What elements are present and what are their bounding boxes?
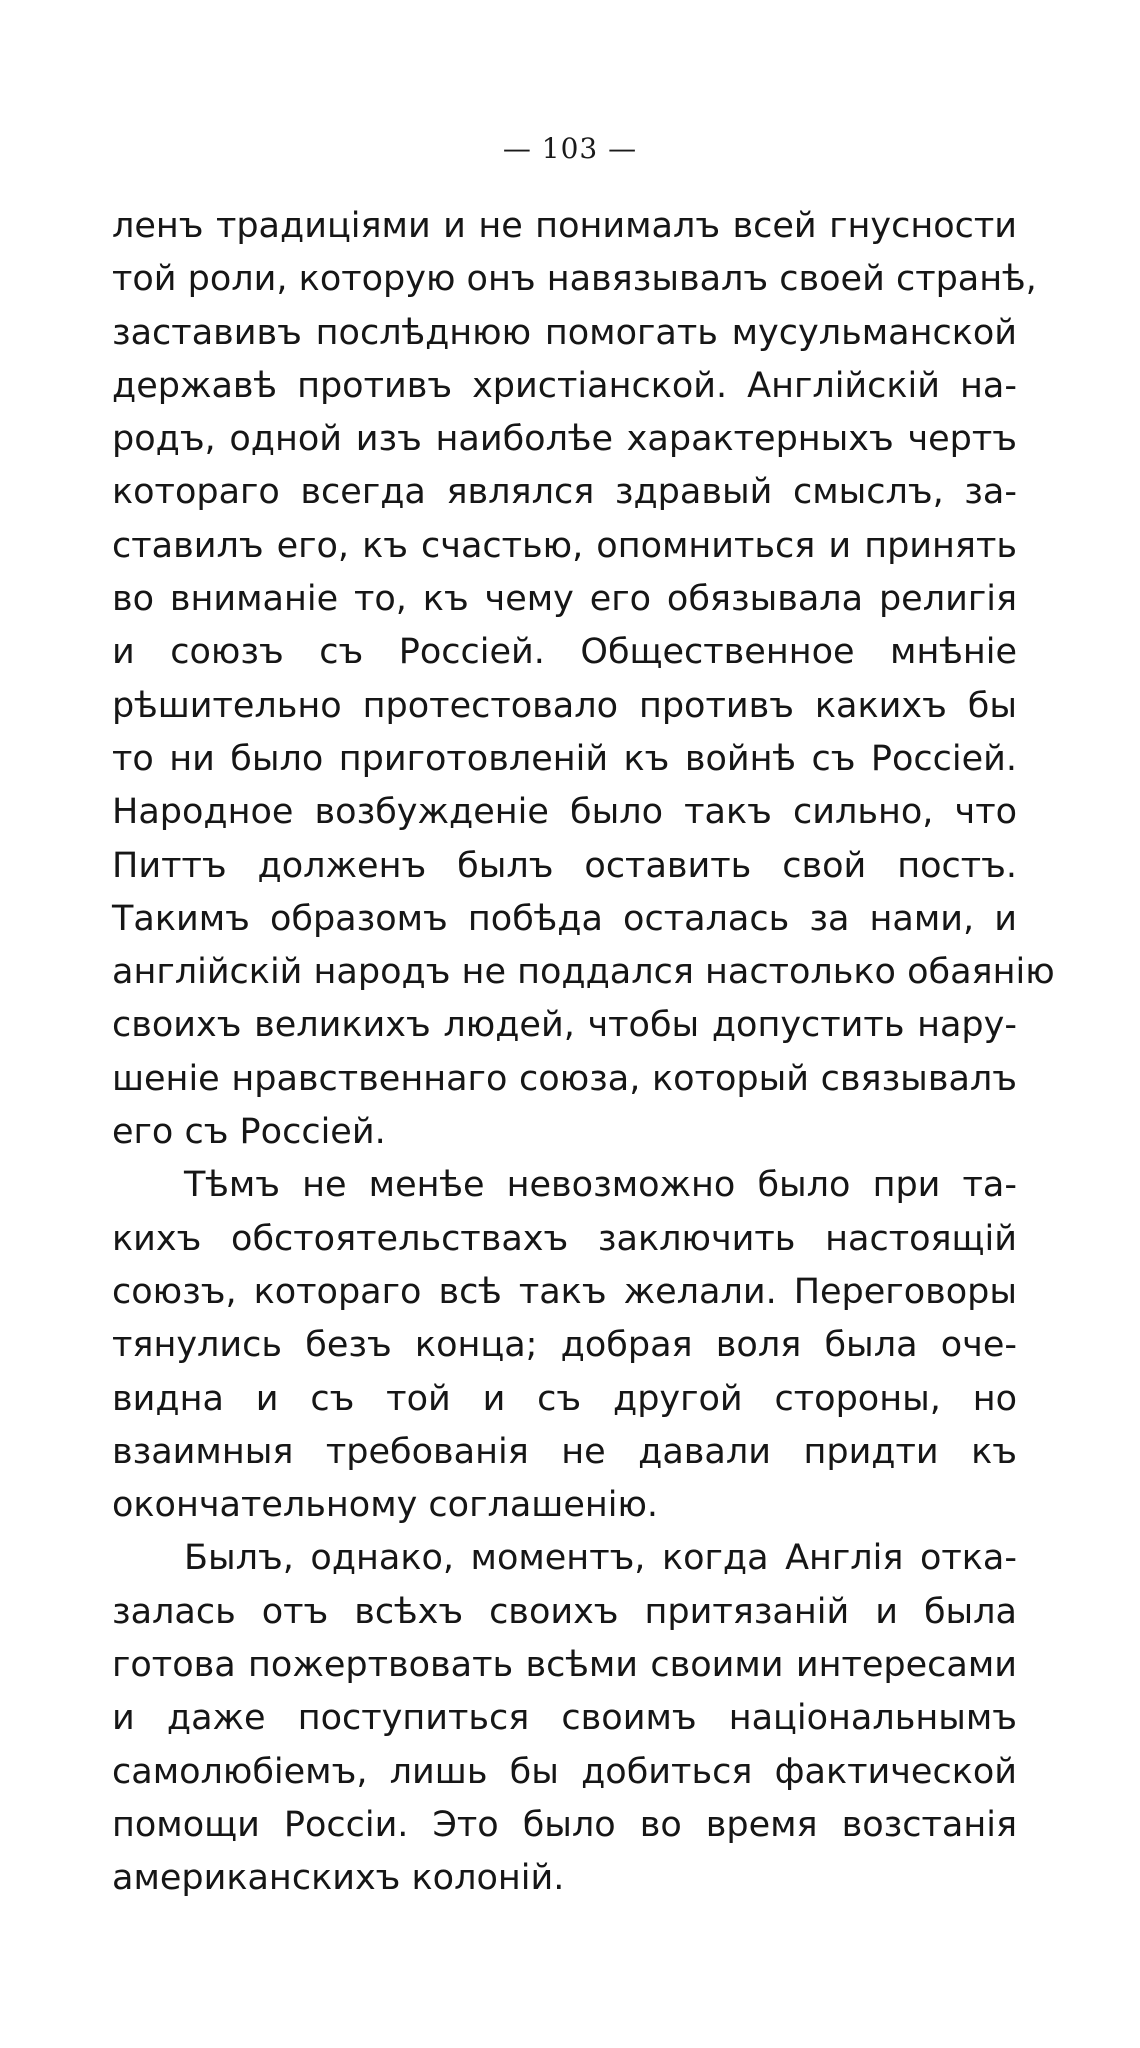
text-line: во вниманіе то, къ чему его обязывала религія <box>112 579 1017 620</box>
text-line: тянулись безъ конца; добрая воля была оче- <box>112 1325 1017 1366</box>
text-line: и даже поступиться своимъ національнымъ <box>112 1698 1017 1739</box>
text-line: то ни было приготовленій къ войнѣ съ Россіей. <box>112 738 1017 779</box>
text-line: котораго всегда являлся здравый смыслъ, за- <box>112 472 1017 513</box>
text-line: самолюбіемъ, лишь бы добиться фактической <box>112 1751 1017 1792</box>
text-line: той роли, которую онъ навязывалъ своей странѣ, <box>112 259 1037 300</box>
text-line: его съ Россіей. <box>112 1112 386 1153</box>
text-line: и союзъ съ Россіей. Общественное мнѣніе <box>112 632 1017 673</box>
text-line: союзъ, котораго всѣ такъ желали. Переговоры <box>112 1271 1017 1312</box>
text-line: Питтъ долженъ былъ оставить свой постъ. <box>112 845 1017 886</box>
text-line: Народное возбужденіе было такъ сильно, что <box>112 792 1017 833</box>
body-text <box>112 200 1055 1906</box>
text-line: ставилъ его, къ счастью, опомниться и принять <box>112 525 1017 566</box>
text-line: залась отъ всѣхъ своихъ притязаній и была <box>112 1591 1017 1632</box>
page-number: — 103 — <box>502 132 638 165</box>
text-line: Былъ, однако, моментъ, когда Англія отка- <box>184 1538 1017 1579</box>
text-line: своихъ великихъ людей, чтобы допустить нару- <box>112 1005 1017 1046</box>
text-line: американскихъ колоній. <box>112 1858 565 1899</box>
text-line: видна и съ той и съ другой стороны, но <box>112 1378 1017 1419</box>
text-line: взаимныя требованія не давали придти къ <box>112 1431 1017 1472</box>
paragraph-1 <box>112 200 1055 1159</box>
text-line: помощи Россіи. Это было во время возстанія <box>112 1804 1017 1845</box>
text-line: готова пожертвовать всѣми своими интересами <box>112 1645 1017 1686</box>
text-line: державѣ противъ христіанской. Англійскій на- <box>112 365 1017 406</box>
text-line: шеніе нравственнаго союза, который связывалъ <box>112 1058 1017 1099</box>
text-line: заставивъ послѣднюю помогать мусульманской <box>112 312 1017 353</box>
text-line: окончательному соглашенію. <box>112 1485 659 1526</box>
paragraph-3 <box>112 1532 1017 1905</box>
text-line: рѣшительно протестовало противъ какихъ бы <box>112 685 1017 726</box>
text-line: Тѣмъ не менѣе невозможно было при та- <box>184 1165 1017 1206</box>
text-line: Такимъ образомъ побѣда осталась за нами, и <box>112 898 1017 939</box>
text-line: ленъ традиціями и не понималъ всей гнусности <box>112 206 1017 246</box>
text-line: родъ, одной изъ наиболѣе характерныхъ чертъ <box>112 419 1017 460</box>
text-line: англійскій народъ не поддался настолько обаянію <box>112 952 1055 993</box>
paragraph-2 <box>112 1159 1017 1532</box>
text-line: кихъ обстоятельствахъ заключить настоящій <box>112 1218 1017 1259</box>
